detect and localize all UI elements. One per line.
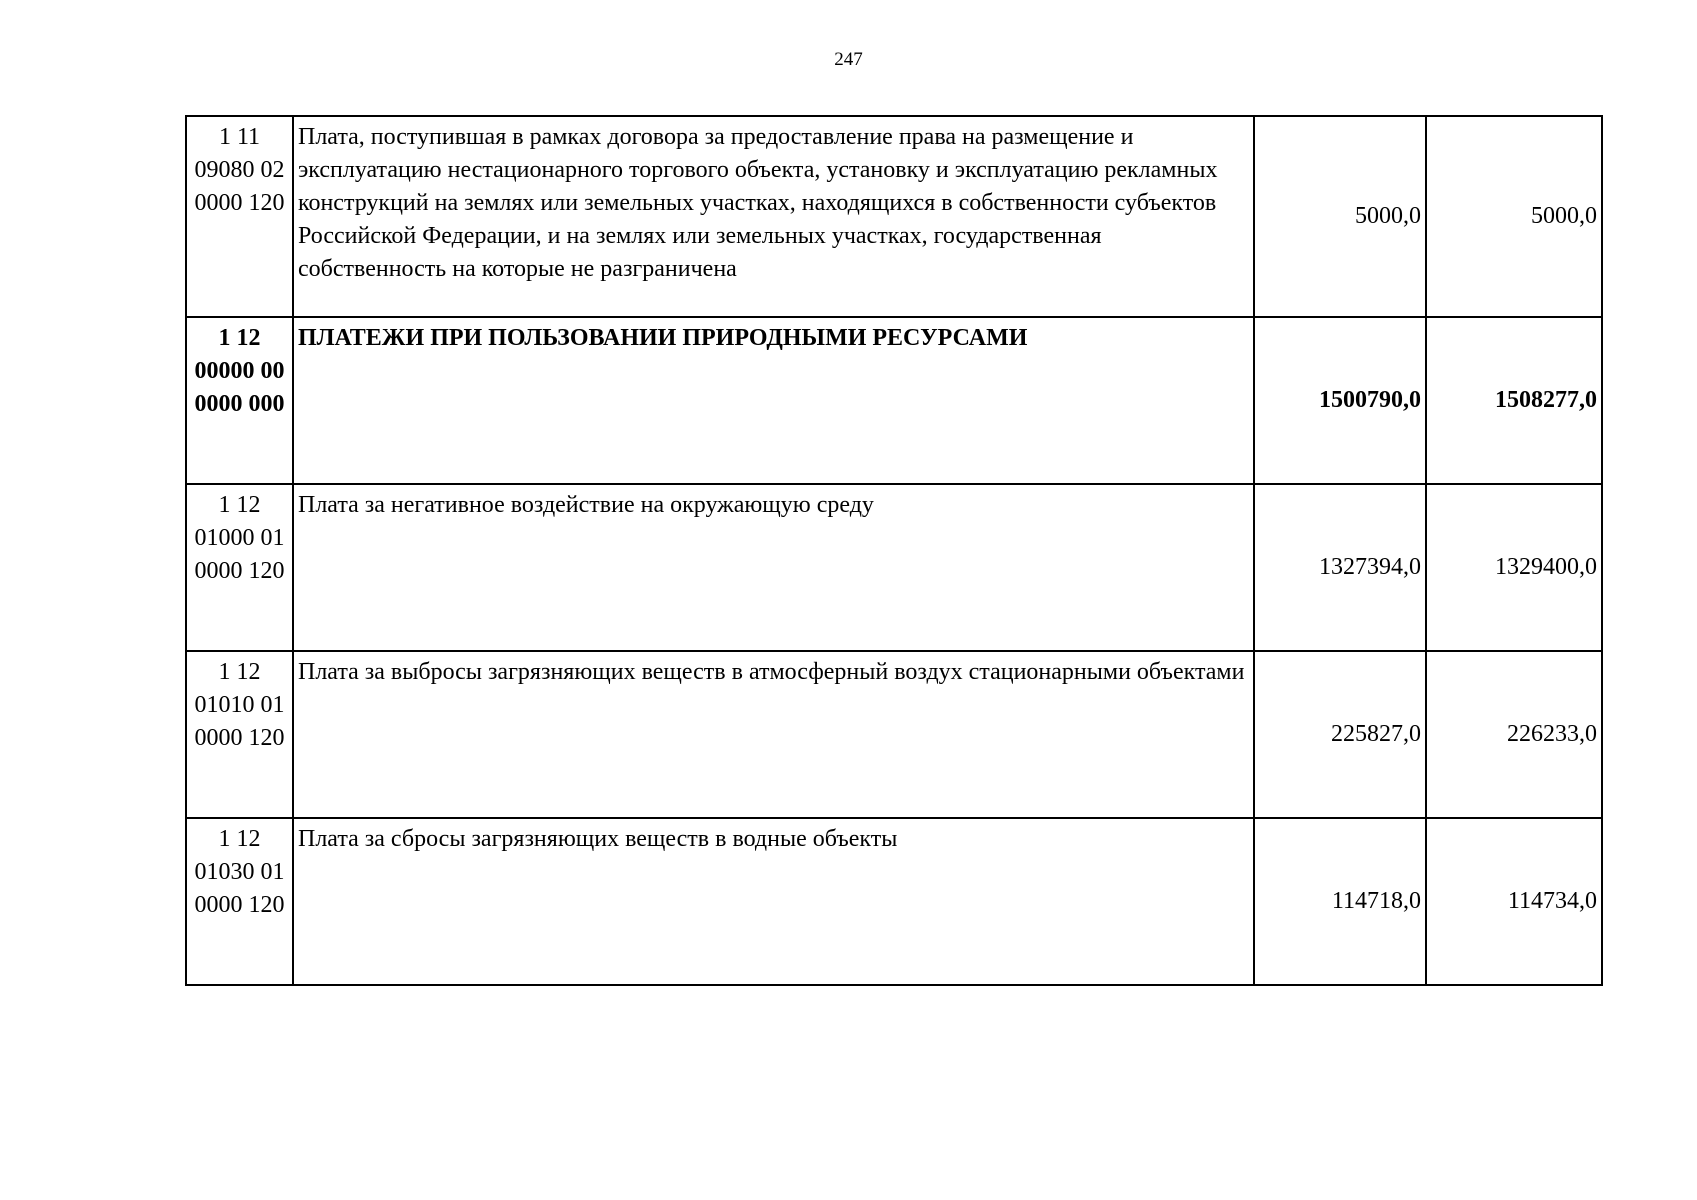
revenue-name: Плата за выбросы загрязняющих веществ в атмосферный воздух стационарными объектами — [293, 651, 1254, 818]
code-line: 0000 000 — [194, 391, 285, 417]
value-year-1: 225827,0 — [1254, 651, 1426, 818]
value-year-1: 5000,0 — [1254, 116, 1426, 317]
code-line: 0000 120 — [194, 190, 285, 216]
value-year-2: 1508277,0 — [1426, 317, 1602, 484]
code-line: 0000 120 — [194, 725, 285, 751]
table-row — [186, 651, 1602, 818]
budget-revenue-table — [185, 115, 1603, 986]
budget-classification-code — [186, 484, 293, 651]
code-line: 1 11 — [218, 124, 261, 150]
value-year-2: 5000,0 — [1426, 116, 1602, 317]
value-year-2: 1329400,0 — [1426, 484, 1602, 651]
value-year-2: 226233,0 — [1426, 651, 1602, 818]
code-line: 01030 01 — [194, 859, 285, 885]
revenue-name: Плата, поступившая в рамках договора за предоставление права на размещение и эксплуатацию нестационарного торгового объекта, установку и эксплуатацию рекламных конструкций на землях или земельных участках, находящихся в собственности субъектов Российской Федерации, и на землях или земельных участках, государственная собственность на которые не разграничена — [293, 116, 1254, 317]
value-year-1: 114718,0 — [1254, 818, 1426, 985]
code-line: 01010 01 — [194, 692, 285, 718]
revenue-name: ПЛАТЕЖИ ПРИ ПОЛЬЗОВАНИИ ПРИРОДНЫМИ РЕСУРСАМИ — [293, 317, 1254, 484]
code-line: 1 12 — [218, 826, 261, 852]
budget-classification-code — [186, 116, 293, 317]
budget-classification-code — [186, 818, 293, 985]
table-row — [186, 818, 1602, 985]
value-year-2: 114734,0 — [1426, 818, 1602, 985]
budget-classification-code — [186, 317, 293, 484]
code-line: 1 12 — [218, 325, 261, 351]
table-row — [186, 116, 1602, 317]
code-line: 0000 120 — [194, 558, 285, 584]
code-line: 1 12 — [218, 492, 261, 518]
value-year-1: 1500790,0 — [1254, 317, 1426, 484]
table-row — [186, 317, 1602, 484]
code-line: 09080 02 — [194, 157, 285, 183]
code-line: 01000 01 — [194, 525, 285, 551]
revenue-name: Плата за сбросы загрязняющих веществ в водные объекты — [293, 818, 1254, 985]
table-row — [186, 484, 1602, 651]
value-year-1: 1327394,0 — [1254, 484, 1426, 651]
page-number: 247 — [834, 49, 863, 70]
budget-classification-code — [186, 651, 293, 818]
code-line: 0000 120 — [194, 892, 285, 918]
code-line: 00000 00 — [194, 358, 285, 384]
revenue-name: Плата за негативное воздействие на окружающую среду — [293, 484, 1254, 651]
code-line: 1 12 — [218, 659, 261, 685]
